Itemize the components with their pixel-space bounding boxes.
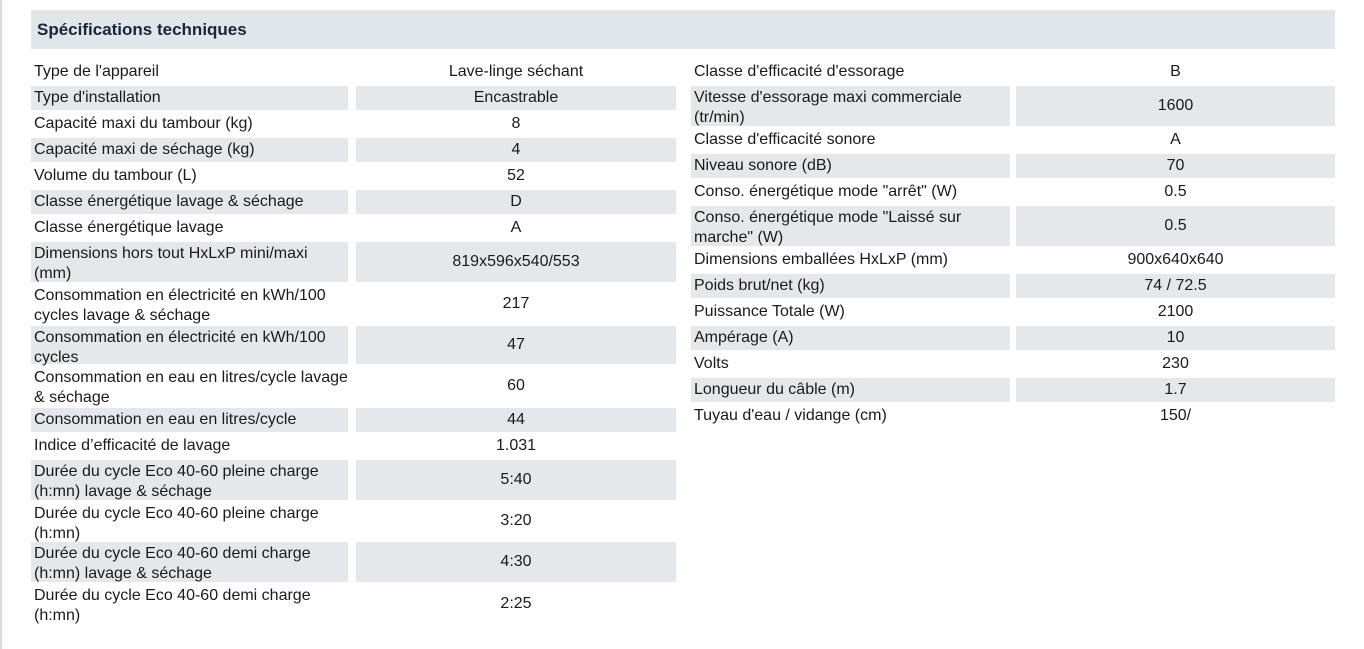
spec-value: 1600	[1016, 86, 1335, 126]
spec-label: Longueur du câble (m)	[691, 378, 1010, 402]
spec-value: Encastrable	[356, 86, 676, 110]
spec-label: Ampérage (A)	[691, 326, 1010, 350]
spec-label: Volume du tambour (L)	[34, 167, 197, 184]
spec-label: Dimensions hors tout HxLxP mini/maxi (mm)	[31, 242, 348, 282]
spec-value: A	[1170, 131, 1181, 148]
spec-label: Classe d'efficacité d'essorage	[694, 63, 905, 80]
spec-value: 74 / 72.5	[1016, 274, 1335, 298]
spec-value: 47	[356, 326, 676, 364]
spec-label: Consommation en électricité en kWh/100 cycles	[31, 326, 348, 364]
spec-value: 4:30	[356, 542, 676, 582]
spec-value: 70	[1016, 154, 1335, 178]
spec-label: Volts	[694, 355, 729, 372]
spec-value: Lave-linge séchant	[448, 63, 584, 80]
spec-value: 819x596x540/553	[356, 242, 676, 282]
spec-label: Capacité maxi de séchage (kg)	[31, 138, 348, 162]
spec-label: Type d'installation	[31, 86, 348, 110]
spec-label: Consommation en électricité en kWh/100 cycles lavage & séchage	[34, 287, 326, 324]
spec-label: Puissance Totale (W)	[694, 303, 845, 320]
spec-label: Capacité maxi du tambour (kg)	[34, 115, 253, 132]
spec-value: 3:20	[500, 512, 532, 529]
spec-value: 5:40	[356, 460, 676, 500]
spec-label: Vitesse d'essorage maxi commerciale (tr/min)	[691, 86, 1010, 126]
spec-value: 60	[507, 377, 525, 394]
spec-label: Indice d’efficacité de lavage	[34, 437, 231, 454]
spec-label: Dimensions emballées HxLxP (mm)	[694, 251, 948, 268]
spec-value: A	[510, 219, 522, 236]
spec-value: 8	[511, 115, 521, 132]
spec-value: 230	[1162, 355, 1189, 372]
spec-label: Classe énergétique lavage & séchage	[31, 190, 348, 214]
spec-value: 150/	[1159, 407, 1192, 424]
spec-value: B	[1170, 63, 1181, 80]
page-left-border	[0, 0, 2, 649]
spec-value: 4	[356, 138, 676, 162]
spec-value: 10	[1016, 326, 1335, 350]
spec-label: Durée du cycle Eco 40-60 demi charge (h:mn)	[34, 587, 311, 624]
spec-value: 1.7	[1016, 378, 1335, 402]
spec-label: Classe d'efficacité sonore	[694, 131, 876, 148]
spec-label: Niveau sonore (dB)	[691, 154, 1010, 178]
spec-label: Durée du cycle Eco 40-60 pleine charge (h:mn) lavage & séchage	[31, 460, 348, 500]
spec-value: 44	[356, 408, 676, 432]
spec-value: 2100	[1157, 303, 1194, 320]
spec-value: 217	[502, 295, 530, 312]
spec-label: Conso. énergétique mode "Laissé sur marche" (W)	[691, 206, 1010, 246]
spec-value: 0.5	[1016, 206, 1335, 246]
spec-value: 0.5	[1164, 183, 1187, 200]
section-title: Spécifications techniques	[37, 20, 247, 39]
spec-label: Durée du cycle Eco 40-60 pleine charge (h:mn)	[34, 505, 319, 542]
spec-value: 900x640x640	[1127, 251, 1224, 268]
spec-label: Durée du cycle Eco 40-60 demi charge (h:mn) lavage & séchage	[31, 542, 348, 582]
spec-label: Consommation en eau en litres/cycle lavage & séchage	[34, 369, 348, 406]
spec-label: Tuyau d'eau / vidange (cm)	[694, 407, 887, 424]
spec-label: Poids brut/net (kg)	[691, 274, 1010, 298]
spec-label: Classe énergétique lavage	[34, 219, 224, 236]
section-header	[31, 10, 1335, 49]
spec-label: Conso. énergétique mode "arrêt" (W)	[694, 183, 958, 200]
spec-value: 1.031	[495, 437, 537, 454]
spec-value: 52	[507, 167, 525, 184]
spec-label: Type de l'appareil	[34, 63, 159, 80]
spec-label: Consommation en eau en litres/cycle	[31, 408, 348, 432]
spec-value: D	[356, 190, 676, 214]
spec-value: 2:25	[500, 595, 532, 612]
